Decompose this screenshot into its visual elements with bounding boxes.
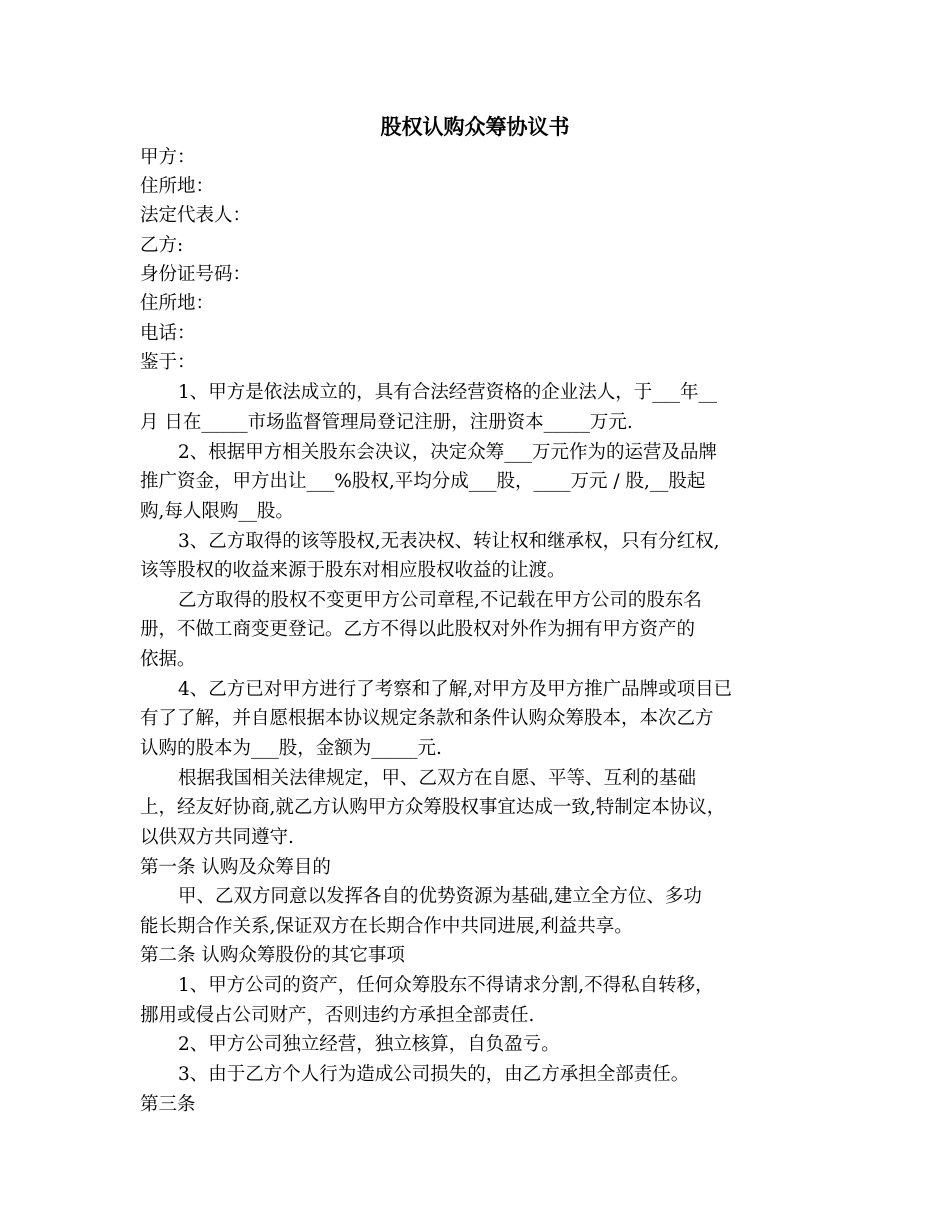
whereas-label: 鉴于：: [140, 352, 196, 373]
id-number-label: 身份证号码：: [140, 264, 252, 285]
paragraph-line: 乙方取得的股权不变更甲方公司章程,不记载在甲方公司的股东名: [178, 590, 702, 611]
article-1-heading: 第一条 认购及众筹目的: [140, 857, 331, 878]
article-2-heading: 第二条 认购众筹股份的其它事项: [140, 945, 405, 966]
document-title: 股权认购众筹协议书: [380, 114, 570, 139]
paragraph-line: 能长期合作关系,保证双方在长期合作中共同进展,利益共享。: [140, 916, 633, 937]
paragraph-line: 月 日在_____市场监督管理局登记注册，注册资本_____万元.: [140, 412, 633, 433]
phone-label: 电话：: [140, 323, 196, 344]
party-b-address-label: 住所地：: [140, 293, 215, 314]
party-a-label: 甲方：: [140, 147, 196, 168]
paragraph-line: 4、乙方已对甲方进行了考察和了解,对甲方及甲方推广品牌或项目已: [178, 679, 733, 700]
paragraph-line: 上，经友好协商,就乙方认购甲方众筹股权事宜达成一致,特制定本协议，: [140, 797, 726, 818]
party-b-label: 乙方:: [140, 235, 184, 256]
paragraph-line: 挪用或侵占公司财产，否则违约方承担全部责任.: [140, 1005, 535, 1026]
party-a-address-label: 住所地：: [140, 176, 215, 197]
paragraph-line: 以供双方共同遵守.: [140, 827, 294, 848]
paragraph-line: 1、甲方是依法成立的，具有合法经营资格的企业法人，于___年__: [178, 382, 718, 403]
legal-representative-label: 法定代表人：: [140, 205, 252, 226]
paragraph-line: 2、甲方公司独立经营，独立核算，自负盈亏。: [178, 1034, 560, 1055]
paragraph-line: 有了了解，并自愿根据本协议规定条款和条件认购众筹股本，本次乙方: [140, 708, 714, 729]
paragraph-line: 3、乙方取得的该等股权,无表决权、转让权和继承权，只有分红权,: [178, 531, 720, 552]
paragraph-line: 根据我国相关法律规定，甲、乙双方在自愿、平等、互利的基础: [178, 768, 697, 789]
paragraph-line: 3、由于乙方个人行为造成公司损失的，由乙方承担全部责任。: [178, 1064, 690, 1085]
paragraph-line: 1、甲方公司的资产，任何众筹股东不得请求分割,不得私自转移，: [178, 975, 714, 996]
article-3-heading: 第三条: [140, 1094, 196, 1115]
paragraph-line: 该等股权的收益来源于股东对相应股权收益的让渡。: [140, 560, 566, 581]
paragraph-line: 依据。: [140, 649, 196, 670]
paragraph-line: 册，不做工商变更登记。乙方不得以此股权对外作为拥有甲方资产的: [140, 619, 696, 640]
paragraph-line: 购,每人限购__股。: [140, 501, 294, 522]
paragraph-line: 2、根据甲方相关股东会决议，决定众筹___万元作为的运营及品牌: [178, 442, 718, 463]
paragraph-line: 推广资金，甲方出让___%股权,平均分成___股，____万元 / 股,__股起: [140, 471, 706, 492]
paragraph-line: 认购的股本为___股，金额为_____元.: [140, 738, 442, 759]
paragraph-line: 甲、乙双方同意以发挥各自的优势资源为基础,建立全方位、多功: [178, 886, 702, 907]
